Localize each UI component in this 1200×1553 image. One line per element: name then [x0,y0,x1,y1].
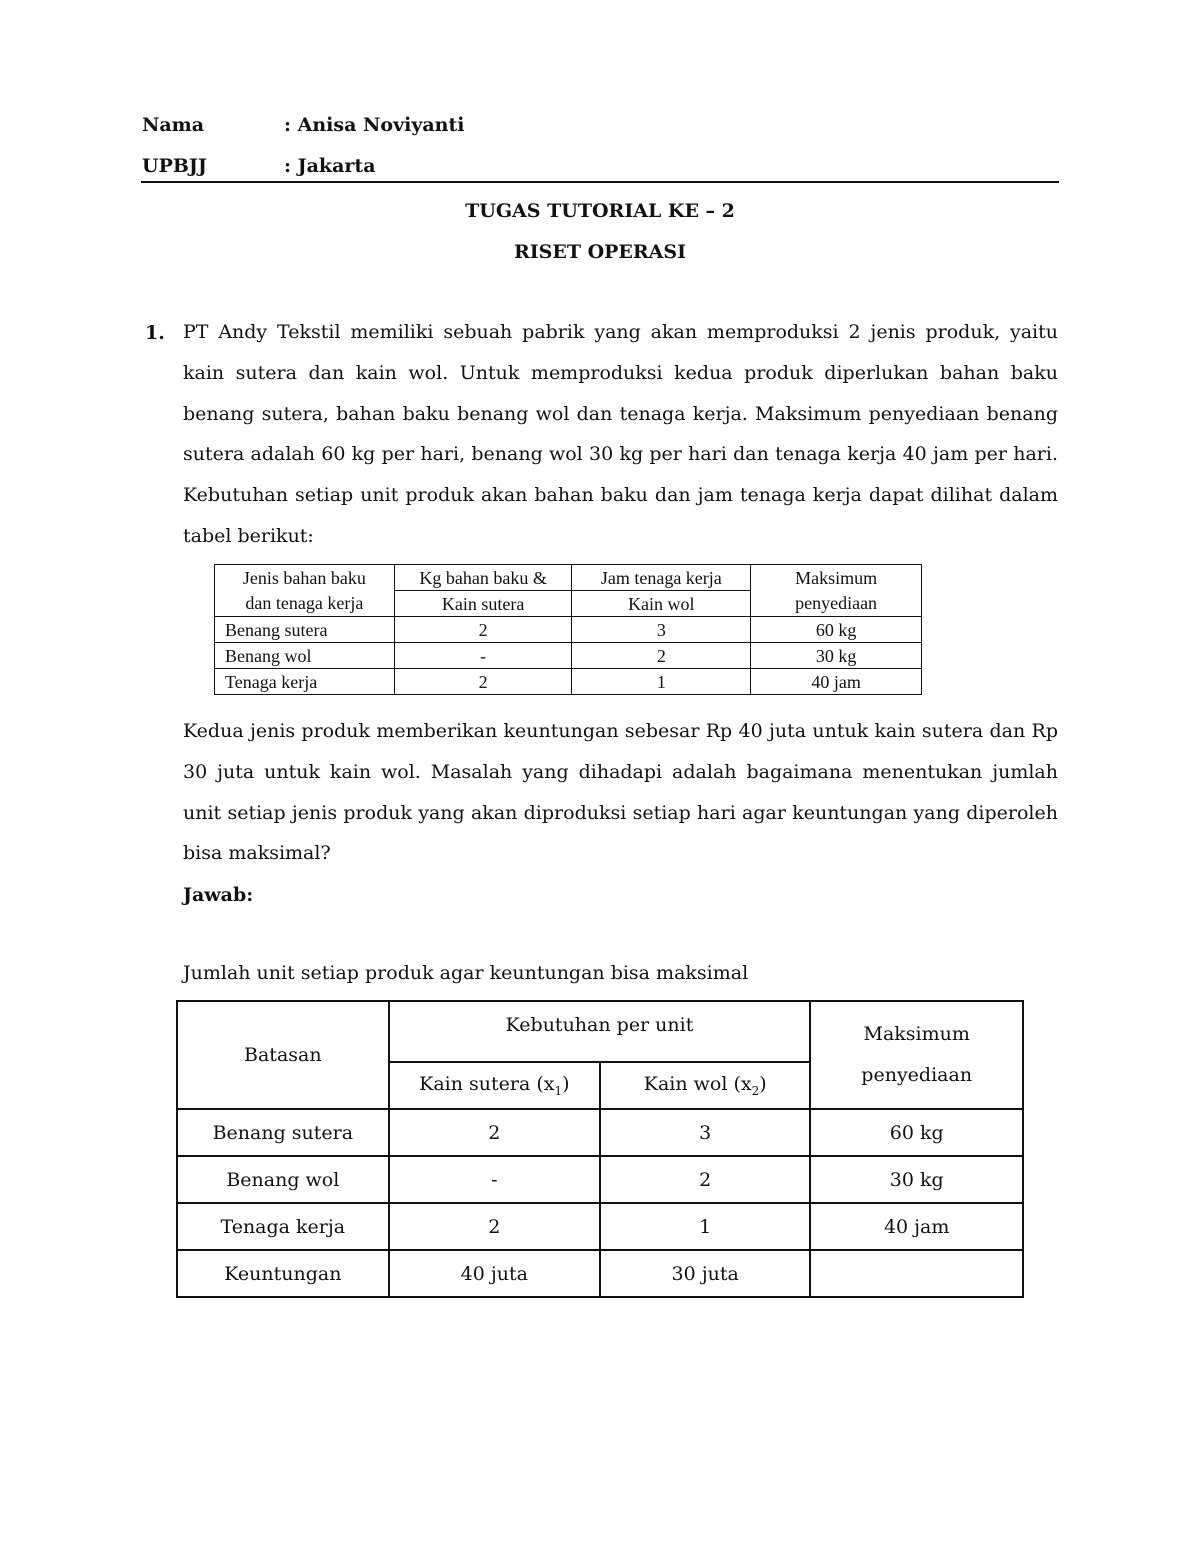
table-header-cell: Jenis bahan baku [215,565,395,591]
table-header-cell [389,1062,600,1109]
table-header-row [177,1001,1023,1062]
table-header-row [215,565,922,591]
max-header-line2: penyediaan [861,1064,973,1086]
x1-header-label: Kain sutera (x [419,1073,555,1096]
table-cell: 1 [600,1203,810,1250]
header-divider [141,181,1059,183]
x2-header-label: Kain wol (x [643,1073,752,1096]
table-row [177,1109,1023,1156]
x1-header-close: ) [562,1073,570,1096]
table-row [215,669,922,695]
table-cell: 30 kg [810,1156,1023,1203]
table-cell: Benang sutera [215,617,395,643]
table-header-cell [810,1001,1023,1109]
requirements-table [214,564,922,695]
table-cell: 1 [572,669,751,695]
table-header-cell: Maksimum [751,565,922,591]
table-cell: 2 [600,1156,810,1203]
table-header-cell: Kebutuhan per unit [389,1001,811,1062]
table-cell: 40 jam [751,669,922,695]
table-header-cell: penyediaan [751,591,922,617]
table-cell: 2 [572,643,751,669]
table-header-cell: Kain sutera [394,591,572,617]
upbjj-value: : Jakarta [284,155,376,177]
question-paragraph-2: Kedua jenis produk memberikan keuntungan sebesar Rp 40 juta untuk kain sutera dan Rp 30 juta untuk kain wol. Masalah yang dihadapi adalah bagaimana menentukan jumlah unit setiap jenis produk yang akan diproduksi setiap hari agar keuntungan yang diperoleh bisa maksimal? [183,720,1058,865]
table-cell: Benang wol [215,643,395,669]
table-cell: 30 kg [751,643,922,669]
table-cell: 2 [389,1109,600,1156]
table-cell: 3 [572,617,751,643]
table-row [177,1156,1023,1203]
table-cell: 40 juta [389,1250,600,1297]
table-cell: 60 kg [751,617,922,643]
table-row [177,1203,1023,1250]
x2-header-close: ) [759,1073,767,1096]
table-cell: 2 [394,669,572,695]
table-cell: Tenaga kerja [177,1203,389,1250]
x2-subscript: 2 [751,1083,760,1098]
document-title: TUGAS TUTORIAL KE – 2 [465,200,735,222]
table-row [215,643,922,669]
table-header-row [215,591,922,617]
table-row [215,617,922,643]
x1-subscript: 1 [554,1083,563,1098]
document-subtitle: RISET OPERASI [513,241,687,263]
max-header-line1: Maksimum [863,1023,970,1045]
question-paragraph-1: PT Andy Tekstil memiliki sebuah pabrik yang akan memproduksi 2 jenis produk, yaitu kain sutera dan kain wol. Untuk memproduksi kedua produk diperlukan bahan baku benang sutera, bahan baku benang wol dan tenaga kerja. Maksimum penyediaan benang sutera adalah 60 kg per hari, benang wol 30 kg per hari dan tenaga kerja 40 jam per hari. Kebutuhan setiap unit produk akan bahan baku dan jam tenaga kerja dapat dilihat dalam tabel berikut: [183,321,1058,547]
table-header-cell: Kain wol [572,591,751,617]
table-cell: 30 juta [600,1250,810,1297]
table-cell: Keuntungan [177,1250,389,1297]
table-cell: Benang wol [177,1156,389,1203]
table-cell: Tenaga kerja [215,669,395,695]
table-header-cell: dan tenaga kerja [215,591,395,617]
table-header-cell: Jam tenaga kerja [572,565,751,591]
table-cell: - [389,1156,600,1203]
question-number: 1. [145,322,165,344]
answer-table [176,1000,1024,1298]
table-cell [810,1250,1023,1297]
table-cell: Benang sutera [177,1109,389,1156]
table-row [177,1250,1023,1297]
answer-label: Jawab: [183,884,254,906]
table-header-cell: Batasan [177,1001,389,1109]
table-header-cell: Kg bahan baku & [394,565,572,591]
table-header-cell [600,1062,810,1109]
table-cell: - [394,643,572,669]
name-value: : Anisa Noviyanti [284,114,465,136]
name-label: Nama [142,114,205,136]
table-cell: 3 [600,1109,810,1156]
table-cell: 2 [394,617,572,643]
table-cell: 40 jam [810,1203,1023,1250]
answer-caption: Jumlah unit setiap produk agar keuntungan bisa maksimal [183,962,749,984]
table-cell: 2 [389,1203,600,1250]
upbjj-label: UPBJJ [142,155,207,177]
table-cell: 60 kg [810,1109,1023,1156]
